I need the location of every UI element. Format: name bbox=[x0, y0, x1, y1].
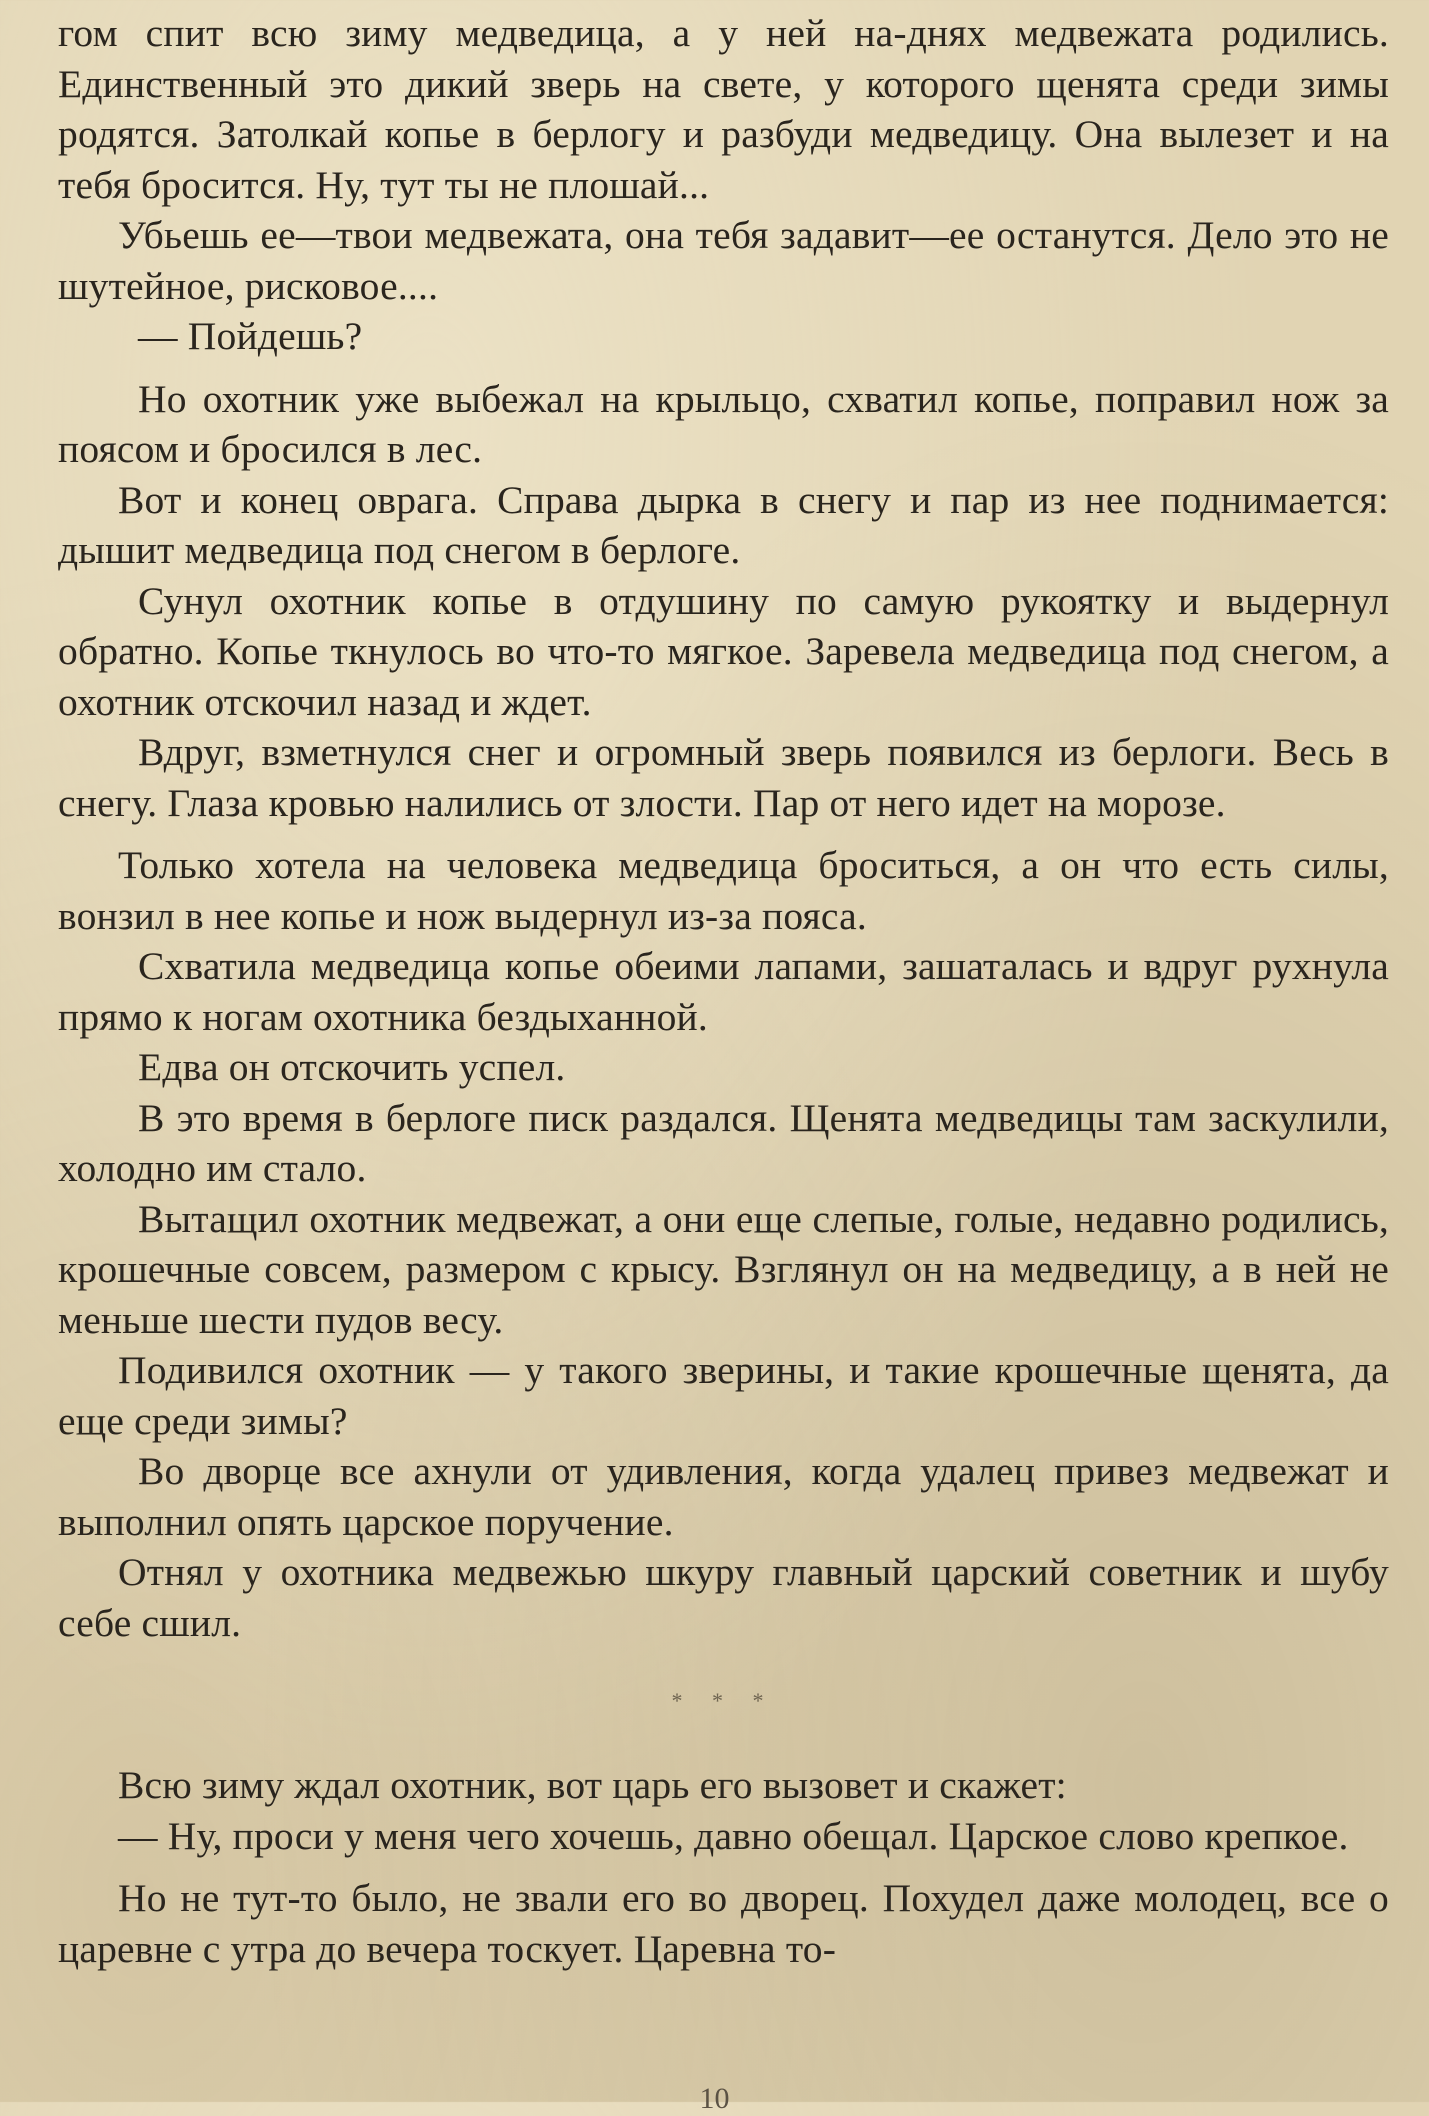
text-block-before-separator bbox=[58, 8, 1389, 1648]
paragraph: Вытащил охотник медвежат, а они еще слепые, голые, недавно родились, крошечные совсем, размером с крысу. Взглянул он на медведицу, а в ней не меньше шести пудов весу. bbox=[58, 1196, 1389, 1342]
paragraph: Отнял у охотника медвежью шкуру главный царский советник и шубу себе сшил. bbox=[58, 1550, 1389, 1645]
paragraph: Едва он отскочить успел. bbox=[138, 1045, 566, 1089]
paragraph: Но не тут-то было, не звали его во дворец. Похудел даже молодец, все о царевне с утра до вечера тоскует. Царевна то- bbox=[58, 1876, 1389, 1971]
paragraph: Всю зиму ждал охотник, вот царь его вызовет и скажет: bbox=[118, 1763, 1067, 1807]
paragraph: В это время в берлоге писк раздался. Щенята медведицы там заскулили, холодно им стало. bbox=[58, 1095, 1389, 1190]
page-number: 10 bbox=[699, 2082, 730, 2115]
paragraph: Подивился охотник — у такого зверины, и такие крошечные щенята, да еще среди зимы? bbox=[58, 1348, 1389, 1443]
paragraph: Только хотела на человека медведица броситься, а он что есть силы, вонзил в нее копье и нож выдернул из-за пояса. bbox=[58, 843, 1389, 938]
paragraph: Во дворце все ахнули от удивления, когда удалец привез медвежат и выполнил опять царское поручение. bbox=[58, 1449, 1389, 1544]
paragraph: — Пойдешь? bbox=[138, 314, 363, 358]
paragraph: гом спит всю зиму медведица, а у ней на-днях медвежата родились. Единственный это дикий зверь на свете, у которого щенята среди зимы родятся. Затолкай копье в берлогу и разбуди медведицу. Она вылезет и на тебя бросится. Ну, тут ты не плошай... bbox=[58, 11, 1389, 207]
paragraph: Схватила медведица копье обеими лапами, зашаталась и вдруг рухнула прямо к ногам охотника бездыханной. bbox=[58, 944, 1389, 1039]
paragraph: Вдруг, взметнулся снег и огромный зверь появился из берлоги. Весь в снегу. Глаза кровью налились от злости. Пар от него идет на морозе. bbox=[58, 730, 1389, 825]
paragraph: Но охотник уже выбежал на крыльцо, схватил копье, поправил нож за поясом и бросился в лес. bbox=[58, 376, 1389, 471]
paragraph: — Ну, проси у меня чего хочешь, давно обещал. Царское слово крепкое. bbox=[118, 1813, 1349, 1858]
paragraph: Убьешь ее—твои медвежата, она тебя задавит—ее останутся. Дело это не шутейное, рисковое.... bbox=[58, 213, 1389, 308]
text-block-after-separator bbox=[58, 1760, 1389, 1974]
section-separator: * * * bbox=[671, 1688, 776, 1713]
paragraph: Вот и конец оврага. Справа дырка в снегу и пар из нее поднимается: дышит медведица под снегом в берлоге. bbox=[58, 477, 1389, 572]
paragraph: Сунул охотник копье в отдушину по самую рукоятку и выдернул обратно. Копье ткнулось во что-то мягкое. Заревела медведица под снегом, а охотник отскочил назад и ждет. bbox=[58, 578, 1389, 724]
